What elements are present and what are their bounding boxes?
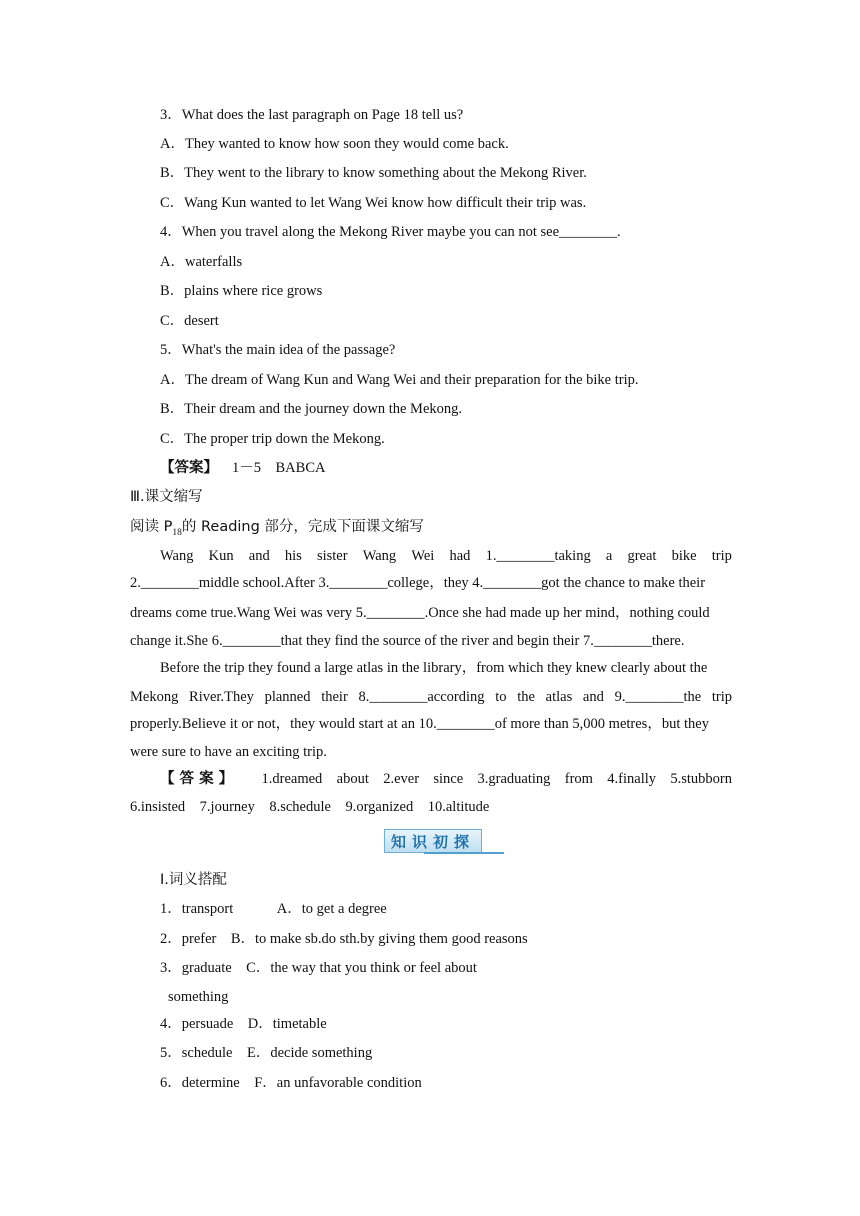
question-5-option-b: B．Their dream and the journey down the Mekong. [160, 401, 463, 417]
summary-p1-word: Wang [160, 548, 194, 564]
summary-instruction [130, 518, 424, 536]
summary-p1-word: great [627, 548, 657, 564]
vocab-item: 5．schedule E．decide something [160, 1045, 373, 1061]
answer-text: 1－5 BABCA [232, 460, 326, 476]
summary-p1-word: trip [711, 548, 732, 564]
summary-p1-line2: 2.________middle school.After 3.________college，they 4.________got the chance to make their [130, 575, 706, 591]
summary-p1-line1 [160, 547, 732, 565]
summary-p1-word: had [449, 548, 471, 564]
summary-p2-word: and [582, 689, 604, 705]
question-4-option-a: A．waterfalls [160, 254, 243, 270]
summary-answer-word: 5.stubborn [670, 771, 732, 787]
question-4-option-c: C．desert [160, 313, 219, 329]
summary-p2-word: their [321, 689, 348, 705]
summary-answer-word: 2.ever [383, 771, 420, 787]
vocab-item: 2．prefer B．to make sb.do sth.by giving them good reasons [160, 931, 528, 947]
summary-answer-word: about [336, 771, 369, 787]
answer-tag: 【答案】 [160, 460, 218, 476]
question-5-option-c: C．The proper trip down the Mekong. [160, 431, 385, 447]
summary-p1-line3: dreams come true.Wang Wei was very 5.________.Once she had made up her mind，nothing could [130, 605, 710, 621]
summary-p1-word: bike [671, 548, 697, 564]
summary-p1-word: a [605, 548, 613, 564]
summary-answer-line1 [160, 770, 732, 788]
instruction-pre: 阅读 P [130, 519, 173, 535]
summary-answer-tag: 【 答 案 】 [160, 771, 234, 787]
summary-heading: Ⅲ.课文缩写 [130, 489, 203, 505]
summary-p2-word: River.They [189, 689, 254, 705]
summary-answer-word: 3.graduating [477, 771, 551, 787]
summary-p2-line2 [130, 688, 732, 706]
question-5: 5．What's the main idea of the passage? [160, 342, 396, 358]
question-3-option-a: A．They wanted to know how soon they would come back. [160, 136, 509, 152]
vocab-heading: Ⅰ.词义搭配 [160, 872, 227, 888]
summary-p1-word: Wang [362, 548, 397, 564]
summary-answer-word: 1.dreamed [261, 771, 323, 787]
summary-answer-line2: 6.insisted 7.journey 8.schedule 9.organized 10.altitude [130, 799, 490, 815]
summary-p1-word: sister [316, 548, 348, 564]
summary-p2-line4: were sure to have an exciting trip. [130, 744, 327, 760]
summary-answer-word: since [433, 771, 464, 787]
summary-p1-word: Kun [208, 548, 234, 564]
instruction-sub: 18 [172, 527, 182, 538]
summary-p2-word: trip [711, 689, 732, 705]
vocab-item: 4．persuade D．timetable [160, 1016, 327, 1032]
banner-label: 知识初探 [384, 829, 482, 853]
banner-underline [424, 852, 504, 854]
summary-p2-word: Mekong [130, 689, 179, 705]
summary-p2-word: the [517, 689, 535, 705]
instruction-post: 的 Reading 部分，完成下面课文缩写 [181, 519, 424, 535]
summary-p2-word: 8.________according [358, 689, 485, 705]
summary-p1-word: his [284, 548, 302, 564]
reading-answer [160, 459, 325, 477]
vocab-item: 6．determine F．an unfavorable condition [160, 1075, 422, 1091]
question-4-option-b: B．plains where rice grows [160, 283, 323, 299]
summary-p1-word: 1.________taking [485, 548, 591, 564]
summary-p2-word: atlas [545, 689, 573, 705]
question-5-option-a: A．The dream of Wang Kun and Wang Wei and their preparation for the bike trip. [160, 372, 639, 388]
vocab-item: 1．transport A．to get a degree [160, 901, 387, 917]
summary-p2-word: to [495, 689, 507, 705]
summary-p2-word: planned [264, 689, 311, 705]
summary-p1-word: and [248, 548, 270, 564]
summary-p1-word: Wei [411, 548, 435, 564]
summary-p2-word: 9.________the [614, 689, 702, 705]
question-3-option-b: B．They went to the library to know something about the Mekong River. [160, 165, 587, 181]
summary-answer-word: 4.finally [607, 771, 657, 787]
summary-answer-word: from [564, 771, 593, 787]
question-3: 3．What does the last paragraph on Page 18 tell us? [160, 107, 464, 123]
summary-p2-line1: Before the trip they found a large atlas in the library，from which they knew clearly about the [160, 660, 708, 676]
section-banner [384, 828, 504, 854]
question-3-option-c: C．Wang Kun wanted to let Wang Wei know how difficult their trip was. [160, 195, 587, 211]
vocab-item-continuation: something [168, 989, 229, 1005]
summary-p1-line4: change it.She 6.________that they find the source of the river and begin their 7.________there. [130, 633, 685, 649]
summary-p2-line3: properly.Believe it or not，they would start at an 10.________of more than 5,000 metres，but they [130, 716, 709, 732]
vocab-item: 3．graduate C．the way that you think or feel about [160, 960, 477, 976]
question-4: 4．When you travel along the Mekong River maybe you can not see________. [160, 224, 621, 240]
